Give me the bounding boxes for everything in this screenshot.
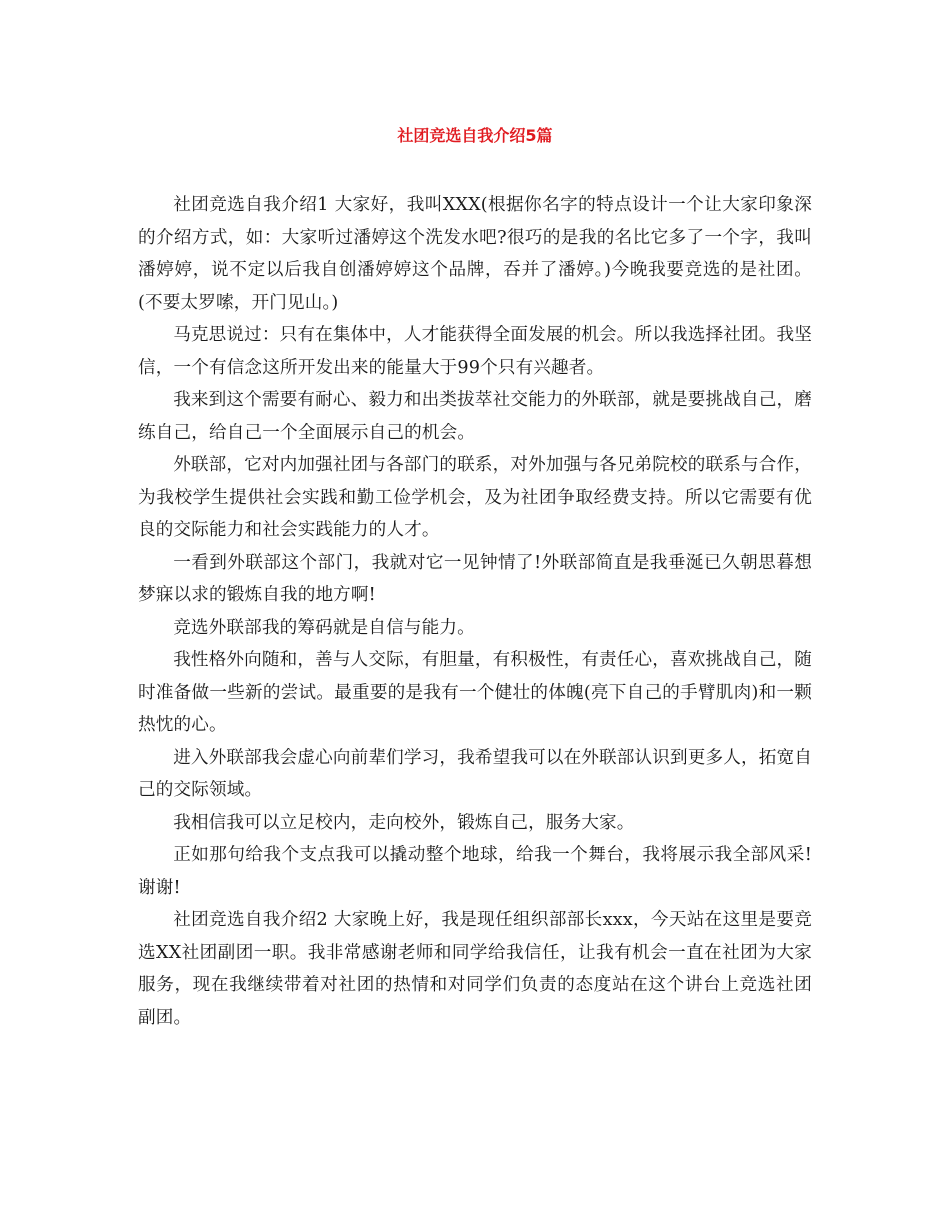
document-body	[138, 189, 812, 1034]
document-title: 社团竞选自我介绍5篇	[397, 126, 553, 145]
paragraph: 我相信我可以立足校内，走向校外，锻炼自己，服务大家。	[173, 812, 635, 833]
paragraph: 我来到这个需要有耐心、毅力和出类拔萃社交能力的外联部，就是要挑战自己，磨练自己，给自己一个全面展示自己的机会。	[138, 390, 812, 443]
paragraph: 进入外联部我会虚心向前辈们学习，我希望我可以在外联部认识到更多人，拓宽自己的交际领域。	[138, 747, 812, 800]
paragraph: 正如那句给我个支点我可以撬动整个地球，给我一个舞台，我将展示我全部风采!谢谢!	[138, 845, 812, 898]
paragraph: 我性格外向随和，善与人交际，有胆量，有积极性，有责任心，喜欢挑战自己，随时准备做一些新的尝试。最重要的是我有一个健壮的体魄(亮下自己的手臂肌肉)和一颗热忱的心。	[138, 650, 812, 735]
paragraph: 外联部，它对内加强社团与各部门的联系，对外加强与各兄弟院校的联系与合作，为我校学生提供社会实践和勤工俭学机会，及为社团争取经费支持。所以它需要有优良的交际能力和社会实践能力的人才。	[138, 455, 812, 540]
paragraph: 社团竞选自我介绍1 大家好，我叫XXX(根据你名字的特点设计一个让大家印象深的介绍方式，如：大家听过潘婷这个洗发水吧?很巧的是我的名比它多了一个字，我叫潘婷婷，说不定以后我自创潘婷婷这个品牌，吞并了潘婷。)今晚我要竞选的是社团。(不要太罗嗦，开门见山。)	[138, 195, 812, 313]
paragraph: 社团竞选自我介绍2 大家晚上好，我是现任组织部部长xxx，今天站在这里是要竞选XX社团副团一职。我非常感谢老师和同学给我信任，让我有机会一直在社团为大家服务，现在我继续带着对社团的热情和对同学们负责的态度站在这个讲台上竞选社团副团。	[138, 910, 812, 1028]
paragraph: 马克思说过：只有在集体中，人才能获得全面发展的机会。所以我选择社团。我坚信，一个有信念这所开发出来的能量大于99个只有兴趣者。	[138, 325, 812, 378]
paragraph: 一看到外联部这个部门，我就对它一见钟情了!外联部简直是我垂涎已久朝思暮想梦寐以求的锻炼自我的地方啊!	[138, 552, 812, 605]
paragraph: 竞选外联部我的筹码就是自信与能力。	[173, 617, 475, 638]
